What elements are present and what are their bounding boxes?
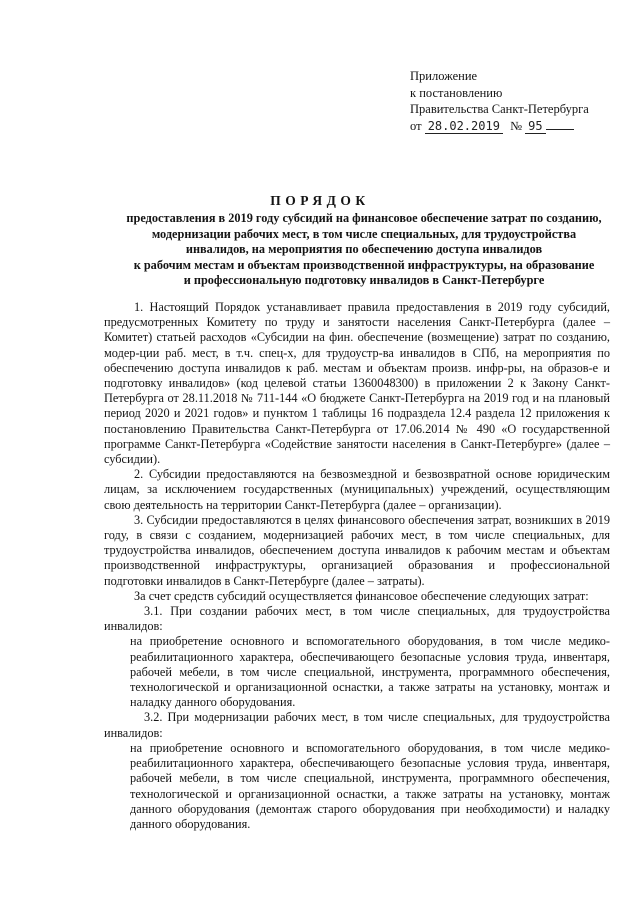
document-body [104,300,610,832]
subtitle-line: предоставления в 2019 году субсидий на финансовое обеспечение затрат по созданию, [126,211,602,225]
document-title: ПОРЯДОК [270,193,370,208]
paragraph-3-intro: За счет средств субсидий осуществляется финансовое обеспечение следующих затрат: [134,588,589,603]
subtitle-line: инвалидов, на мероприятия по обеспечению доступа инвалидов [185,242,543,256]
appendix-line-3: Правительства Санкт-Петербурга [410,102,589,116]
resolution-date: 28.02.2019 [425,120,503,134]
subtitle-line: и профессиональную подготовку инвалидов в Санкт-Петербурге [183,273,545,287]
resolution-number: 95 [525,120,545,134]
paragraph-3-1: 3.1. При создании рабочих мест, в том числе специальных, для трудоустройства инвалидов: [104,604,610,634]
number-underline [546,118,574,130]
paragraph-3: 3. Субсидии предоставляются в целях финансового обеспечения затрат, возникших в 2019 году, в связи с созданием, модернизацией рабочих мест, в том числе специальных, для трудоустройства инвалидов, обеспечением доступа инвалидов к рабочим местам и объектам производственной инфраструктуры, организацией образования и профессиональной подготовки инвалидов в Санкт-Петербурге (далее – затраты). [104,512,610,588]
appendix-date-line [410,118,625,135]
from-label: от [410,118,422,133]
appendix-line-1: Приложение [410,69,478,83]
paragraph-3-2: 3.2. При модернизации рабочих мест, в том числе специальных, для трудоустройства инвалидов: [104,710,610,740]
appendix-block [410,68,625,134]
number-label: № [510,118,522,133]
paragraph-2: 2. Субсидии предоставляются на безвозмездной и безвозвратной основе юридическим лицам, за исключением государственных (муниципальных) учреждений, осуществляющим свою деятельность на территории Санкт-Петербурга (далее – организации). [104,467,610,512]
document-subtitle [104,211,624,289]
subtitle-line: модернизации рабочих мест, в том числе специальных, для трудоустройства [151,226,577,241]
paragraph-3-1-item: на приобретение основного и вспомогательного оборудования, в том числе медико-реабилитационного характера, обеспечивающего безопасные условия труда, инвентаря, рабочей мебели, в том числе специальной, инструмента, программного обеспечения, технологической и организационной оснастки, а также затраты на установку, монтаж и наладку данного оборудования. [130,634,610,710]
paragraph-3-2-item: на приобретение основного и вспомогательного оборудования, в том числе медико-реабилитационного характера, обеспечивающего безопасные условия труда, инвентаря, рабочей мебели, в том числе специальной, инструмента, программного обеспечения, технологической и организационной оснастки, а также затраты на установку, монтаж данного оборудования (демонтаж старого оборудования при необходимости) и наладку данного оборудования. [130,740,610,831]
paragraph-1: 1. Настоящий Порядок устанавливает правила предоставления в 2019 году субсидий, предусмотренных Комитету по труду и занятости населения Санкт-Петербурга (далее – Комитет) статьей расходов «Субсидии на фин. обеспечение (возмещение) затрат по созданию, модер-ции раб. мест, в т.ч. спец-х, для трудоустр-ва инвалидов в СПб, на мероприятия по обеспечению доступа инвалидов к раб. местам и объектам произв. инфр-ры, на образов-е и подготовку инвалидов» (код целевой статьи 1360048300) в приложении 2 к Закону Санкт-Петербурга от 28.11.2018 № 711-144 «О бюджете Санкт-Петербурга на 2019 год и на плановый период 2020 и 2021 годов» и пунктом 1 таблицы 16 подраздела 12.4 раздела 12 приложения к постановлению Правительства Санкт-Петербурга от 17.06.2014 № 490 «О государственной программе Санкт-Петербурга «Содействие занятости населения в Санкт-Петербурге» (далее – субсидии). [104,300,610,467]
appendix-line-2: к постановлению [410,85,503,100]
subtitle-line: к рабочим местам и объектам производственной инфраструктуры, на образование [133,257,595,272]
